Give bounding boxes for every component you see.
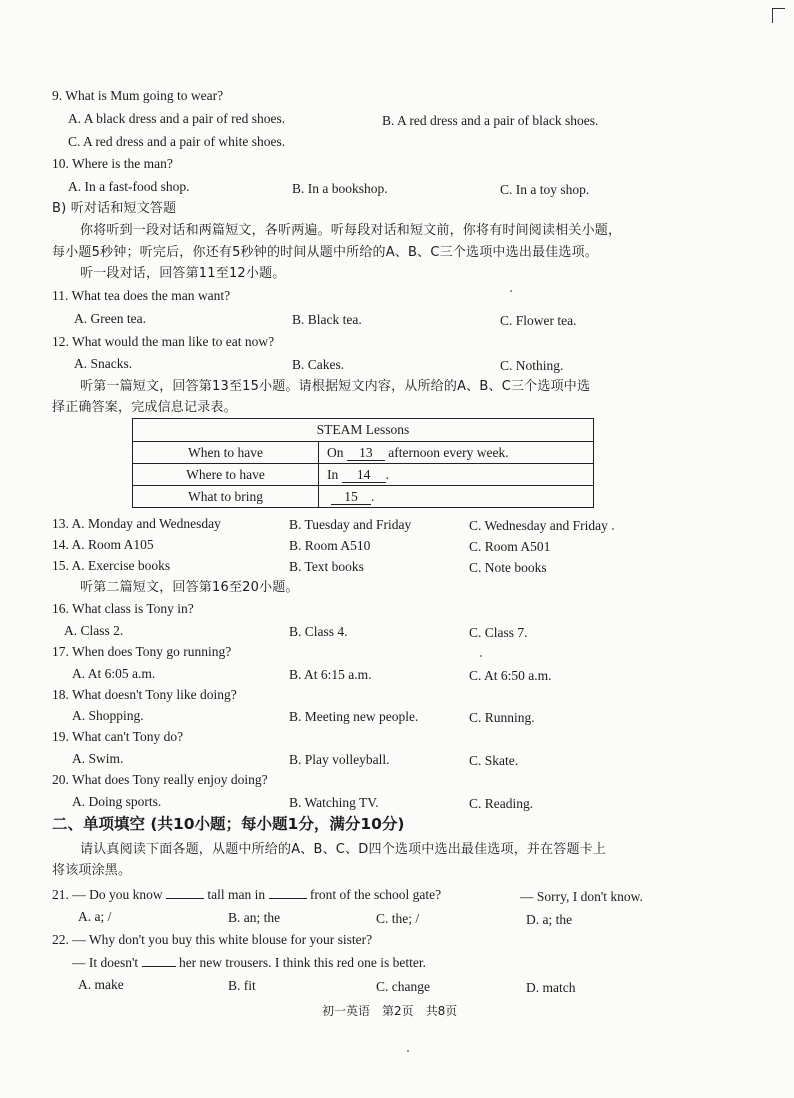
part2-instructions-1: 请认真阅读下面各题，从题中所给的A、B、C、D四个选项中选出最佳选项，并在答题卡上 [80,842,607,857]
answer-blank [142,966,176,967]
q12-option-c: C. Nothing. [500,358,564,373]
q14-option-c: C. Room A501 [469,539,551,554]
q21-stem: 21. — Do you know tall man in front of the school gate? [52,887,442,902]
part2-heading: 二、单项填空 (共10小题；每小题1分，满分10分) [52,815,405,833]
q18-option-c: C. Running. [469,710,535,725]
q20-option-a: A. Doing sports. [72,794,162,809]
q13-option-a: 13. A. Monday and Wednesday [52,516,221,531]
q13-option-b: B. Tuesday and Friday [289,517,412,532]
q9-option-c: C. A red dress and a pair of white shoes. [68,134,286,149]
q11-option-c: C. Flower tea. [500,313,577,328]
row-label: What to bring [133,486,319,508]
q20-stem: 20. What does Tony really enjoy doing? [52,772,268,787]
answer-blank-13: 13 [347,445,385,461]
steam-lessons-table [132,418,594,508]
q17-option-b: B. At 6:15 a.m. [289,667,372,682]
q16-option-a: A. Class 2. [64,623,124,638]
passage2-intro: 听第二篇短文，回答第16至20小题。 [80,580,299,595]
answer-blank [166,898,204,899]
q9-option-a: A. A black dress and a pair of red shoes. [68,111,286,126]
q13-option-c: C. Wednesday and Friday [469,518,608,533]
section-b-instructions-2: 每小题5秒钟；听完后，你还有5秒钟的时间从题中所给的A、B、C三个选项中选出最佳选项。 [52,245,599,260]
q21-option-d: D. a; the [526,912,573,927]
q17-option-a: A. At 6:05 a.m. [72,666,156,681]
q22-stem: 22. — Why don't you buy this white blouse for your sister? [52,932,373,947]
q14-option-a: 14. A. Room A105 [52,537,154,552]
table-title: STEAM Lessons [133,419,594,442]
q18-option-b: B. Meeting new people. [289,709,419,724]
q12-option-a: A. Snacks. [74,356,133,371]
scan-speck [407,1050,409,1052]
row-value: 15 . [319,486,594,508]
q20-option-b: B. Watching TV. [289,795,379,810]
row-label: When to have [133,442,319,464]
q11-stem: 11. What tea does the man want? [52,288,231,303]
q10-option-a: A. In a fast-food shop. [68,179,190,194]
q19-option-b: B. Play volleyball. [289,752,390,767]
q22-option-d: D. match [526,980,576,995]
scan-speck [510,290,512,292]
q12-option-b: B. Cakes. [292,357,345,372]
section-b-instructions-1: 你将听到一段对话和两篇短文，各听两遍。听每段对话和短文前，你将有时间阅读相关小题， [80,223,622,238]
q19-option-a: A. Swim. [72,751,124,766]
answer-blank-15: 15 [331,489,371,505]
row-value: In 14 . [319,464,594,486]
passage1-intro-2: 择正确答案，完成信息记录表。 [52,400,237,415]
q15-option-b: B. Text books [289,559,364,574]
q9-option-b: B. A red dress and a pair of black shoes. [382,113,599,128]
q16-option-c: C. Class 7. [469,625,528,640]
table-row [133,486,594,508]
q11-option-a: A. Green tea. [74,311,146,326]
q22-option-b: B. fit [228,978,256,993]
passage1-intro-1: 听第一篇短文，回答第13至15小题。请根据短文内容，从所给的A、B、C三个选项中选 [80,379,591,394]
q19-stem: 19. What can't Tony do? [52,729,184,744]
q10-option-c: C. In a toy shop. [500,182,590,197]
table-row [133,442,594,464]
q16-option-b: B. Class 4. [289,624,348,639]
part2-instructions-2: 将该项涂黑。 [52,863,132,878]
scan-speck [612,528,614,530]
q17-stem: 17. When does Tony go running? [52,644,232,659]
scan-speck [480,655,482,657]
q22-reply: — It doesn't her new trousers. I think this red one is better. [72,955,427,970]
table-row [133,464,594,486]
page-footer: 初一英语 第2页 共8页 [322,1004,458,1018]
q15-option-c: C. Note books [469,560,547,575]
q19-option-c: C. Skate. [469,753,519,768]
row-label: Where to have [133,464,319,486]
q16-stem: 16. What class is Tony in? [52,601,194,616]
q17-option-c: C. At 6:50 a.m. [469,668,552,683]
q9-stem: 9. What is Mum going to wear? [52,88,224,103]
section-b-title: B) 听对话和短文答题 [52,201,177,216]
q21-option-c: C. the; / [376,911,420,926]
q21-option-a: A. a; / [78,909,112,924]
dialog-intro: 听一段对话，回答第11至12小题。 [80,266,286,281]
q22-option-c: C. change [376,979,430,994]
q10-stem: 10. Where is the man? [52,156,173,171]
q21-reply: — Sorry, I don't know. [520,889,643,904]
q18-option-a: A. Shopping. [72,708,144,723]
q22-option-a: A. make [78,977,124,992]
row-value: On 13 afternoon every week. [319,442,594,464]
q15-option-a: 15. A. Exercise books [52,558,171,573]
q14-option-b: B. Room A510 [289,538,371,553]
q18-stem: 18. What doesn't Tony like doing? [52,687,237,702]
scan-corner-mark [772,8,785,23]
q12-stem: 12. What would the man like to eat now? [52,334,275,349]
answer-blank-14: 14 [342,467,386,483]
q20-option-c: C. Reading. [469,796,534,811]
q21-option-b: B. an; the [228,910,281,925]
q11-option-b: B. Black tea. [292,312,362,327]
answer-blank [269,898,307,899]
q10-option-b: B. In a bookshop. [292,181,388,196]
